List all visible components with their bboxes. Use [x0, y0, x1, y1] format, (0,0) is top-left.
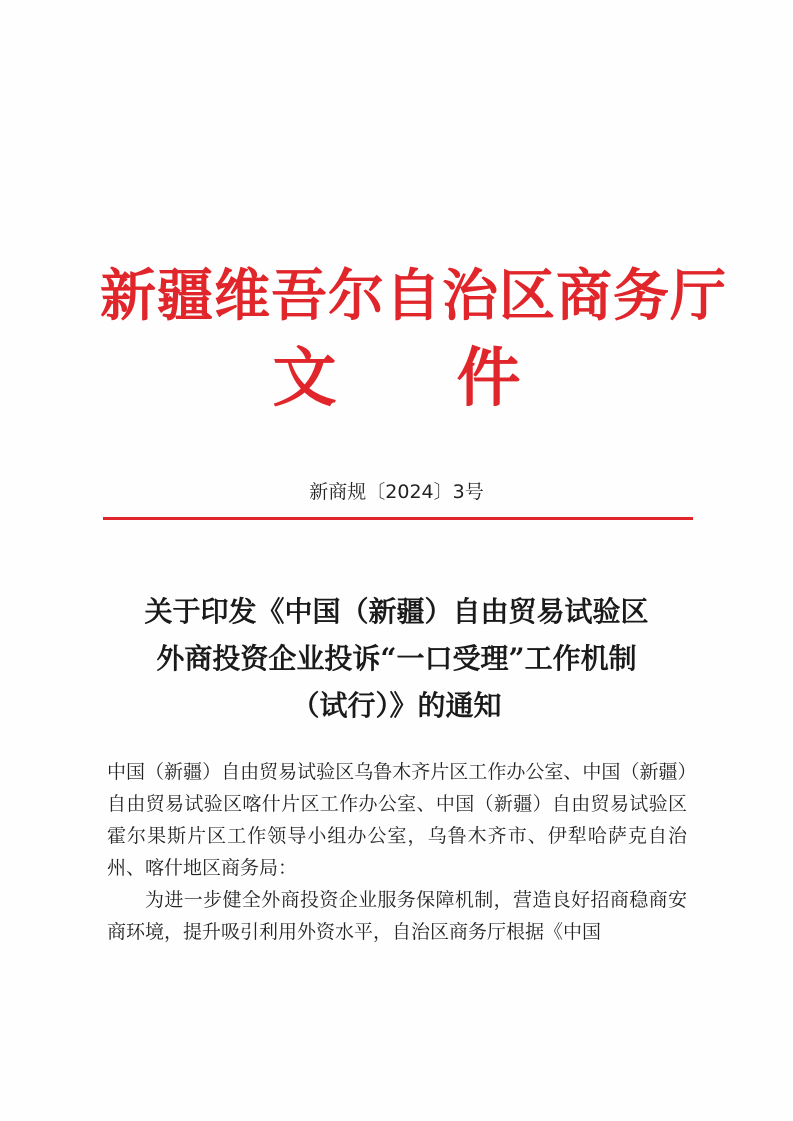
document-title — [100, 588, 693, 729]
document-number: 新商规〔2024〕3号 — [309, 481, 484, 503]
title-line-3: （试行）》的通知 — [291, 689, 502, 722]
masthead-organization: 新疆维吾尔自治区商务厅 — [100, 263, 727, 329]
masthead-document-label: 文件 — [272, 341, 641, 416]
document-body — [107, 756, 687, 948]
title-line-2: 外商投资企业投诉“一口受理”工作机制 — [156, 642, 637, 675]
title-line-1: 关于印发《中国（新疆）自由贸易试验区 — [144, 595, 649, 628]
red-divider-line — [103, 517, 693, 520]
body-paragraph: 为进一步健全外商投资企业服务保障机制，营造良好招商稳商安商环境，提升吸引利用外资水平，自治区商务厅根据《中国 — [107, 889, 687, 943]
recipient-list: 中国（新疆）自由贸易试验区乌鲁木齐片区工作办公室、中国（新疆）自由贸易试验区喀什片区工作办公室、中国（新疆）自由贸易试验区霍尔果斯片区工作领导小组办公室，乌鲁木齐市、伊犁哈萨克自治州、喀什地区商务局： — [107, 761, 687, 879]
